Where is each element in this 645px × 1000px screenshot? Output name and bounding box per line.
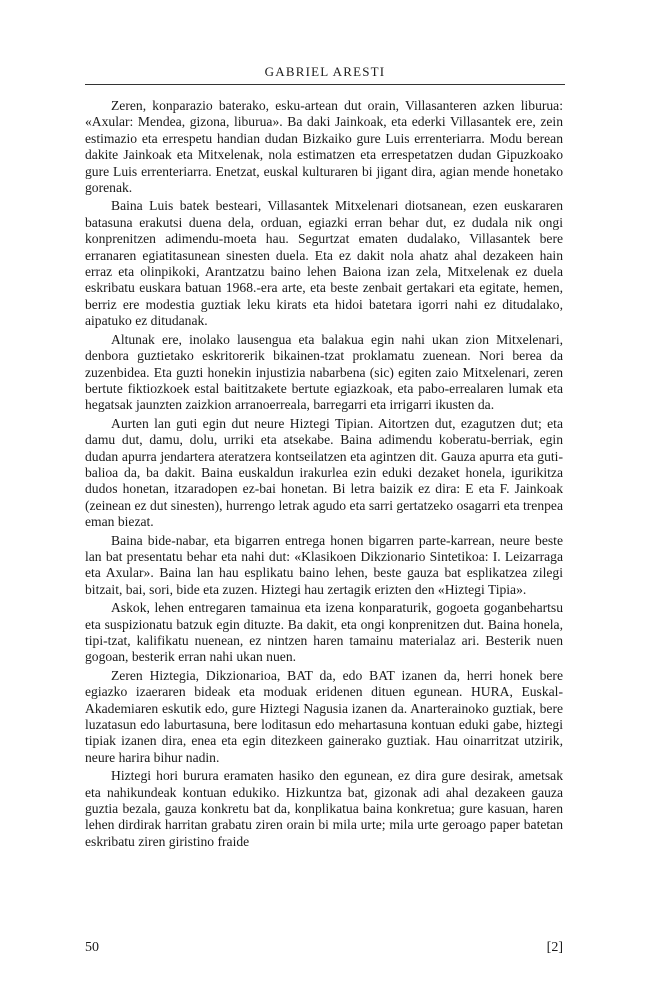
paragraph: Baina Luis batek besteari, Villasantek Mitxelenari diotsanean, ezen euskararen batasuna erakutsi duena dela, orduan, egiazki erran behar dut, ez dudala nik ongi konprenitzen adimendu-moeta hau. Segurtzat ematen dudalako, Villasantek bere erranaren egiatitasunean sinesten duela. Eta ez dakit nola ahatz ahal dezakeen hain erraz eta olinpikoki, Arantzatzu baino lehen Baiona izan zela, Mitxelenak ez duela eskribatu euskara batuan 1968.-era arte, eta beste zenbait gertakari eta egitate, hemen, berriz ere modestia guztiak leku kirats eta hidoi batetara igorri nahi ez ditudalako, aipatuko ez ditudanak. — [85, 198, 563, 329]
section-marker: [2] — [546, 940, 563, 955]
header-rule — [85, 84, 565, 85]
paragraph: Altunak ere, inolako lausengua eta balakua egin nahi ukan zion Mitxelenari, denbora guztietako eskritorerik bikainen-tzat proklamatu zuenean. Nori berea da zuzenbidea. Eta guzti honekin injustizia nabarbena (sic) egiten zaio Mitxelenari, zeren bertute fiktiozkoek estal baititzakete bertute egiazkoak, eta pabo-errealaren lumak eta hegatsak jaunzten zaizkion arranoerreala, barregarri eta irrigarri ikusten da. — [85, 331, 563, 413]
paragraph: Zeren Hiztegia, Dikzionarioa, BAT da, edo BAT izanen da, herri honek bere egiazko izaeraren bideak eta moduak eridenen dituen egunean. HURA, Euskal-Akademiaren eskutik edo, gure Hiztegi Nagusia izanen da. Anarterainoko guztiak, bere luzatasun edo laburtasuna, bere loditasun edo mehartasuna kontuan eduki gabe, hiztegi tipiak izanen dira, enea eta egin ditezkeen gainerako guztiak. Hau oinarritzat utzirik, neure harira bihur nadin. — [85, 667, 563, 765]
paragraph: Zeren, konparazio baterako, esku-artean dut orain, Villasanteren azken liburua: «Axular: Mendea, gizona, liburua». Ba daki Jainkoak, eta ederki Villasantek ere, zein estimazio eta errespetu handian dudan Bizkaiko gure Luis errenteriarra. Modu berean dakite Jainkoak eta Mitxelenak, nola estimatzen eta errespetatzen dudan Gipuzkoako gure Luis errenteriarra. Enetzat, euskal kulturaren bi jigant dira, agian mende honetako gorenak. — [85, 98, 563, 196]
body-text — [85, 98, 563, 852]
running-title: GABRIEL ARESTI — [264, 64, 386, 79]
paragraph: Baina bide-nabar, eta bigarren entrega honen bigarren parte-karrean, neure beste lan bat presentatu behar eta nahi dut: «Klasikoen Dikzionario Sintetikoa: I. Leizarraga eta Axular». Baina lan hau esplikatu baino lehen, beste gauza bat esplikatzea zilegi bitzait, bai, sori, bide eta zuzen. Hiztegi hau zertagik erizten den «Hiztegi Tipia». — [85, 532, 563, 597]
paragraph: Hiztegi hori burura eramaten hasiko den egunean, ez dira gure desirak, ametsak eta nahikundeak kontuan edukiko. Hizkuntza bat, gizonak adi ahal dezakeen gauza guztia bezala, gauza konkretu bat da, konplikatua baina konkretua; gure kasuan, haren lehen dirdirak harritan grabatu ziren orain bi mila urte; mila urte geroago paper batetan eskribatu ziren giristino fraide — [85, 768, 563, 849]
paragraph: Aurten lan guti egin dut neure Hiztegi Tipian. Aitortzen dut, ezagutzen dut; eta damu dut, damu, dolu, urriki eta atsekabe. Baina adimendu koberatu-berriak, egin dudan apurra jendartera ateratzera kontseilatzen eta agintzen dit. Gauza apurra eta guti-balioa da, ba dakit. Baina euskaldun irakurlea ezin eduki dezaket honela, igurikitza dudos honetan, itzaradopen ez-bai honetan. Bi letra baizik ez dira: E eta F. Jainkoak (zeinean ez dut sinesten), hurrengo letrak agudo eta sarri gertatzeko osagarri eta trenpea eman biezat. — [85, 415, 563, 530]
page-number: 50 — [85, 940, 99, 955]
paragraph: Askok, lehen entregaren tamainua eta izena konparaturik, gogoeta goganbehartsu eta suspizionatu batzuk egin dituzte. Ba dakit, eta ongi konprenitzen dut. Baina honela, tipi-tzat, kalifikatu nuenean, ez nintzen haren tamainu materialaz ari. Besterik nuen gogoan, besterik erran nahi ukan nuen. — [85, 600, 563, 665]
